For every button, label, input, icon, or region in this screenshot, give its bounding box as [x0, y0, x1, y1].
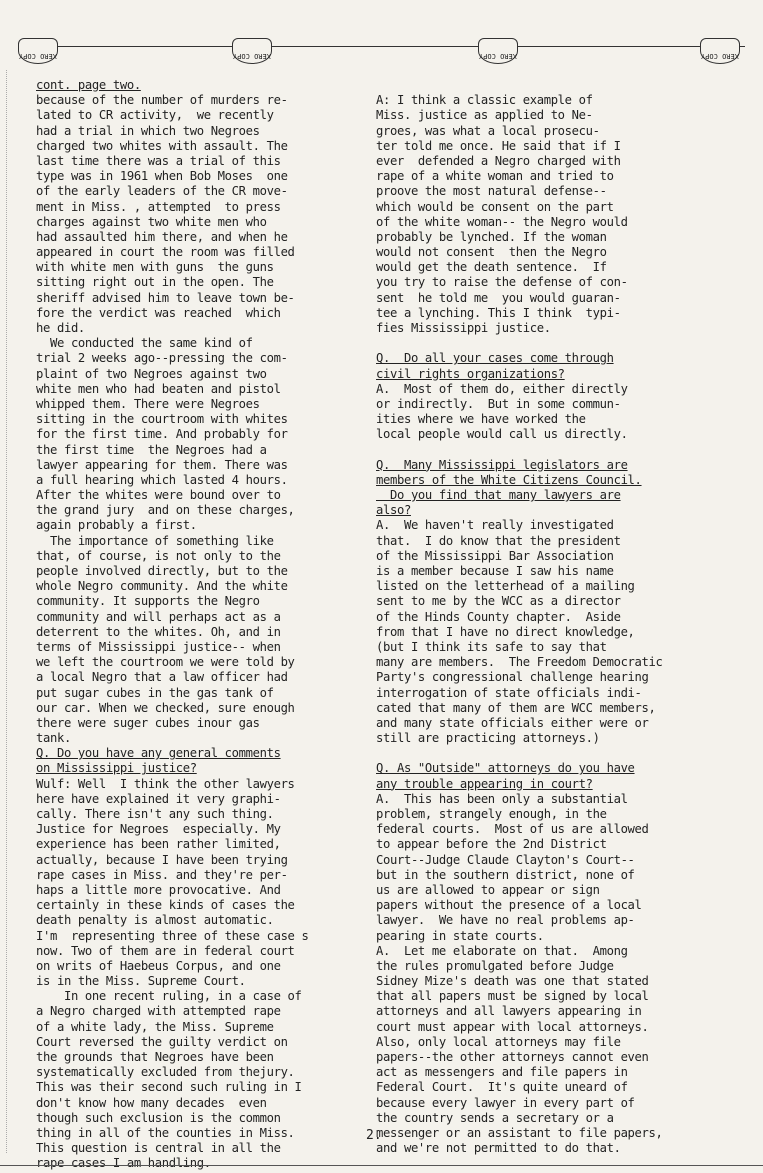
text-line: groes, was what a local prosecu-	[376, 123, 600, 138]
text-line: appeared in court the room was filled	[36, 245, 295, 260]
text-line: there were suger cubes inour gas	[36, 715, 260, 730]
text-line: we left the courtroom we were told by	[36, 655, 295, 670]
text-line: still are practicing attorneys.)	[376, 731, 600, 746]
right-text-column	[376, 78, 746, 1156]
xero-copy-stamp	[232, 38, 272, 64]
text-line: the grounds that Negroes have been	[36, 1050, 274, 1064]
text-line: Also, only local attorneys may file	[376, 1034, 621, 1049]
bottom-edge	[0, 1165, 763, 1166]
text-line	[376, 336, 746, 351]
text-line: sent he told me you would guaran-	[376, 290, 621, 305]
text-line: Q. Do you have any general comments	[36, 746, 281, 761]
text-line: or indirectly. But in some commun-	[376, 396, 621, 411]
stamp-label: XERO COPY	[233, 52, 271, 60]
text-line: Court--Judge Claude Clayton's Court--	[376, 852, 635, 867]
text-line: of a white lady, the Miss. Supreme	[36, 1019, 274, 1034]
text-line: papers without the presence of a local	[376, 898, 642, 913]
text-line: Court reversed the guilty verdict on	[36, 1034, 288, 1049]
text-line: and we're not permitted to do that.	[376, 1141, 621, 1156]
text-line: of the Hinds County chapter. Aside	[376, 609, 621, 624]
text-line: systematically excluded from thejury.	[36, 1065, 295, 1080]
text-line: trial 2 weeks ago--pressing the com-	[36, 351, 288, 366]
text-line: A. Let me elaborate on that. Among	[376, 943, 628, 958]
text-line: from that I have no direct knowledge,	[376, 624, 635, 639]
text-line: our car. When we checked, sure enough	[36, 700, 295, 715]
text-line: rape cases in Miss. and they're per-	[36, 867, 288, 882]
text-line: Q. Many Mississippi legislators are	[376, 457, 628, 472]
text-line: cally. There isn't any such thing.	[36, 807, 274, 821]
text-line: that, of course, is not only to the	[36, 548, 281, 563]
text-line: Sidney Mize's death was one that stated	[376, 974, 649, 989]
xero-copy-stamp	[700, 38, 740, 64]
text-line: community. It supports the Negro	[36, 594, 260, 609]
text-line: attorneys and all lawyers appearing in	[376, 1004, 642, 1019]
text-line: In one recent ruling, in a case of	[36, 989, 302, 1004]
text-line: on writs of Haebeus Corpus, and one	[36, 958, 281, 973]
text-line: had a trial in which two Negroes	[36, 123, 260, 138]
text-line: of the early leaders of the CR move-	[36, 184, 288, 199]
text-line: experience has been rather limited,	[36, 837, 281, 852]
text-line: had assaulted him there, and when he	[36, 229, 288, 244]
text-line: A. This has been only a substantial	[376, 791, 628, 806]
text-line: here have explained it very graphi-	[36, 791, 281, 806]
text-line: Wulf: Well I think the other lawyers	[36, 776, 295, 791]
text-line: that. I do know that the president	[376, 533, 621, 548]
text-line: fies Mississippi justice.	[376, 321, 551, 335]
text-line: Q. Do all your cases come through	[376, 351, 614, 366]
text-line: that all papers must be signed by local	[376, 989, 649, 1004]
text-line: charges against two white men who	[36, 214, 267, 229]
page-number: 2.	[366, 1128, 382, 1143]
text-line: proove the most natural defense--	[376, 184, 607, 199]
text-line: federal courts. Most of us are allowed	[376, 822, 649, 837]
text-line: interrogation of state officials indi-	[376, 685, 642, 700]
text-line: you try to raise the defense of con-	[376, 275, 628, 290]
text-line: papers--the other attorneys cannot even	[376, 1050, 649, 1064]
text-line: The importance of something like	[36, 533, 274, 548]
text-line: white men who had beaten and pistol	[36, 381, 281, 396]
text-line: because of the number of murders re-	[36, 93, 288, 108]
text-line: deterrent to the whites. Oh, and in	[36, 624, 281, 639]
text-line: sitting right out in the open. The	[36, 275, 274, 290]
text-line: put sugar cubes in the gas tank of	[36, 685, 274, 700]
text-line: cont. page two.	[36, 78, 141, 92]
text-line: sheriff advised him to leave town be-	[36, 290, 295, 305]
text-line: Miss. justice as applied to Ne-	[376, 108, 593, 123]
text-line: actually, because I have been trying	[36, 852, 288, 867]
text-line: would get the death sentence. If	[376, 260, 607, 275]
left-text-column	[36, 78, 376, 1172]
text-line: lawyer. We have no real problems ap-	[376, 913, 635, 928]
text-line	[376, 746, 746, 761]
text-line: us are allowed to appear or sign	[376, 882, 600, 897]
stamp-label: XERO COPY	[701, 52, 739, 60]
text-line: a Negro charged with attempted rape	[36, 1004, 281, 1019]
text-line: many are members. The Freedom Democratic	[376, 655, 663, 670]
text-line: This question is central in all the	[36, 1141, 281, 1156]
text-line: pearing in state courts.	[376, 928, 544, 943]
text-line: Party's congressional challenge hearing	[376, 670, 649, 685]
text-line: for the first time. And probably for	[36, 427, 288, 442]
text-line: cated that many of them are WCC members,	[376, 700, 656, 715]
text-line: and many state officials either were or	[376, 715, 649, 730]
text-line: I'm representing three of these case s	[36, 928, 309, 943]
text-line: fore the verdict was reached which	[36, 305, 281, 320]
text-line: members of the White Citizens Council.	[376, 472, 642, 487]
xero-copy-stamp	[18, 38, 58, 64]
text-line: of the white woman-- the Negro would	[376, 214, 628, 229]
text-line: which would be consent on the part	[376, 199, 614, 214]
text-line: messenger or an assistant to file papers,	[376, 1125, 663, 1140]
text-line: act as messengers and file papers in	[376, 1065, 628, 1080]
text-line: he did.	[36, 321, 85, 335]
text-line: tee a lynching. This I think typi-	[376, 305, 621, 320]
text-line: rape cases I am handling.	[36, 1156, 211, 1171]
stamp-label: XERO COPY	[479, 52, 517, 60]
text-line: again probably a first.	[36, 518, 197, 533]
text-line: lawyer appearing for them. There was	[36, 457, 288, 472]
text-line: the rules promulgated before Judge	[376, 958, 614, 973]
text-line: type was in 1961 when Bob Moses one	[36, 169, 288, 184]
text-line: any trouble appearing in court?	[376, 776, 593, 791]
margin-line	[6, 70, 8, 1153]
text-line: is in the Miss. Supreme Court.	[36, 974, 246, 989]
text-line: is a member because I saw his name	[376, 564, 614, 578]
text-line: death penalty is almost automatic.	[36, 913, 274, 928]
text-line: a full hearing which lasted 4 hours.	[36, 472, 288, 487]
text-line: of the Mississippi Bar Association	[376, 548, 614, 563]
text-line: A. We haven't really investigated	[376, 518, 614, 533]
text-line: Federal Court. It's quite uneard of	[376, 1080, 628, 1095]
text-line: would not consent then the Negro	[376, 245, 607, 260]
text-line: tank.	[36, 731, 71, 746]
text-line: with white men with guns the guns	[36, 260, 274, 275]
text-line: lated to CR activity, we recently	[36, 108, 274, 123]
text-line: sent to me by the WCC as a director	[376, 594, 621, 609]
text-line: also?	[376, 503, 411, 518]
text-line: whipped them. There were Negroes	[36, 396, 260, 411]
text-line: certainly in these kinds of cases the	[36, 898, 295, 913]
text-line: the first time the Negroes had a	[36, 442, 267, 457]
text-line: sitting in the courtroom with whites	[36, 412, 288, 427]
text-line: Q. As "Outside" attorneys do you have	[376, 761, 635, 776]
text-line: probably be lynched. If the woman	[376, 229, 607, 244]
text-line: Justice for Negroes especially. My	[36, 822, 281, 837]
text-line: ter told me once. He said that if I	[376, 138, 621, 153]
text-line: ment in Miss. , attempted to press	[36, 199, 281, 214]
text-line: the grand jury and on these charges,	[36, 503, 295, 518]
stamp-label: XERO COPY	[19, 52, 57, 60]
text-line	[376, 78, 746, 93]
text-line: terms of Mississippi justice-- when	[36, 639, 281, 654]
text-line: listed on the letterhead of a mailing	[376, 579, 635, 594]
xero-copy-stamp	[478, 38, 518, 64]
text-line: ever defended a Negro charged with	[376, 153, 621, 168]
text-line: court must appear with local attorneys.	[376, 1019, 649, 1034]
binding-line	[18, 46, 745, 47]
text-line: A. Most of them do, either directly	[376, 381, 628, 396]
text-line: a local Negro that a law officer had	[36, 670, 288, 685]
text-line: We conducted the same kind of	[36, 336, 253, 351]
text-line: whole Negro community. And the white	[36, 579, 288, 594]
text-line: people involved directly, but to the	[36, 564, 288, 578]
text-line: rape of a white woman and tried to	[376, 169, 614, 184]
text-line: the country sends a secretary or a	[376, 1110, 614, 1125]
text-line: local people would call us directly.	[376, 427, 628, 442]
text-line: last time there was a trial of this	[36, 153, 281, 168]
text-line: plaint of two Negroes against two	[36, 366, 267, 381]
text-line: (but I think its safe to say that	[376, 639, 607, 654]
text-line	[376, 443, 746, 458]
text-line: to appear before the 2nd District	[376, 837, 607, 852]
text-line: community and will perhaps act as a	[36, 609, 281, 624]
text-line: now. Two of them are in federal court	[36, 943, 295, 958]
text-line: on Mississippi justice?	[36, 761, 197, 776]
text-line: problem, strangely enough, in the	[376, 807, 607, 821]
text-line: haps a little more provocative. And	[36, 882, 281, 897]
text-line: thing in all of the counties in Miss.	[36, 1125, 295, 1140]
text-line: don't know how many decades even	[36, 1095, 267, 1110]
text-line: After the whites were bound over to	[36, 488, 281, 503]
text-line: but in the southern district, none of	[376, 867, 635, 882]
text-line: charged two whites with assault. The	[36, 138, 288, 153]
text-line: civil rights organizations?	[376, 366, 565, 381]
text-line: because every lawyer in every part of	[376, 1095, 635, 1110]
text-line: A: I think a classic example of	[376, 93, 593, 108]
text-line: ities where we have worked the	[376, 412, 586, 427]
text-line: This was their second such ruling in I	[36, 1080, 302, 1095]
text-line: though such exclusion is the common	[36, 1110, 281, 1125]
text-line: Do you find that many lawyers are	[376, 488, 621, 503]
